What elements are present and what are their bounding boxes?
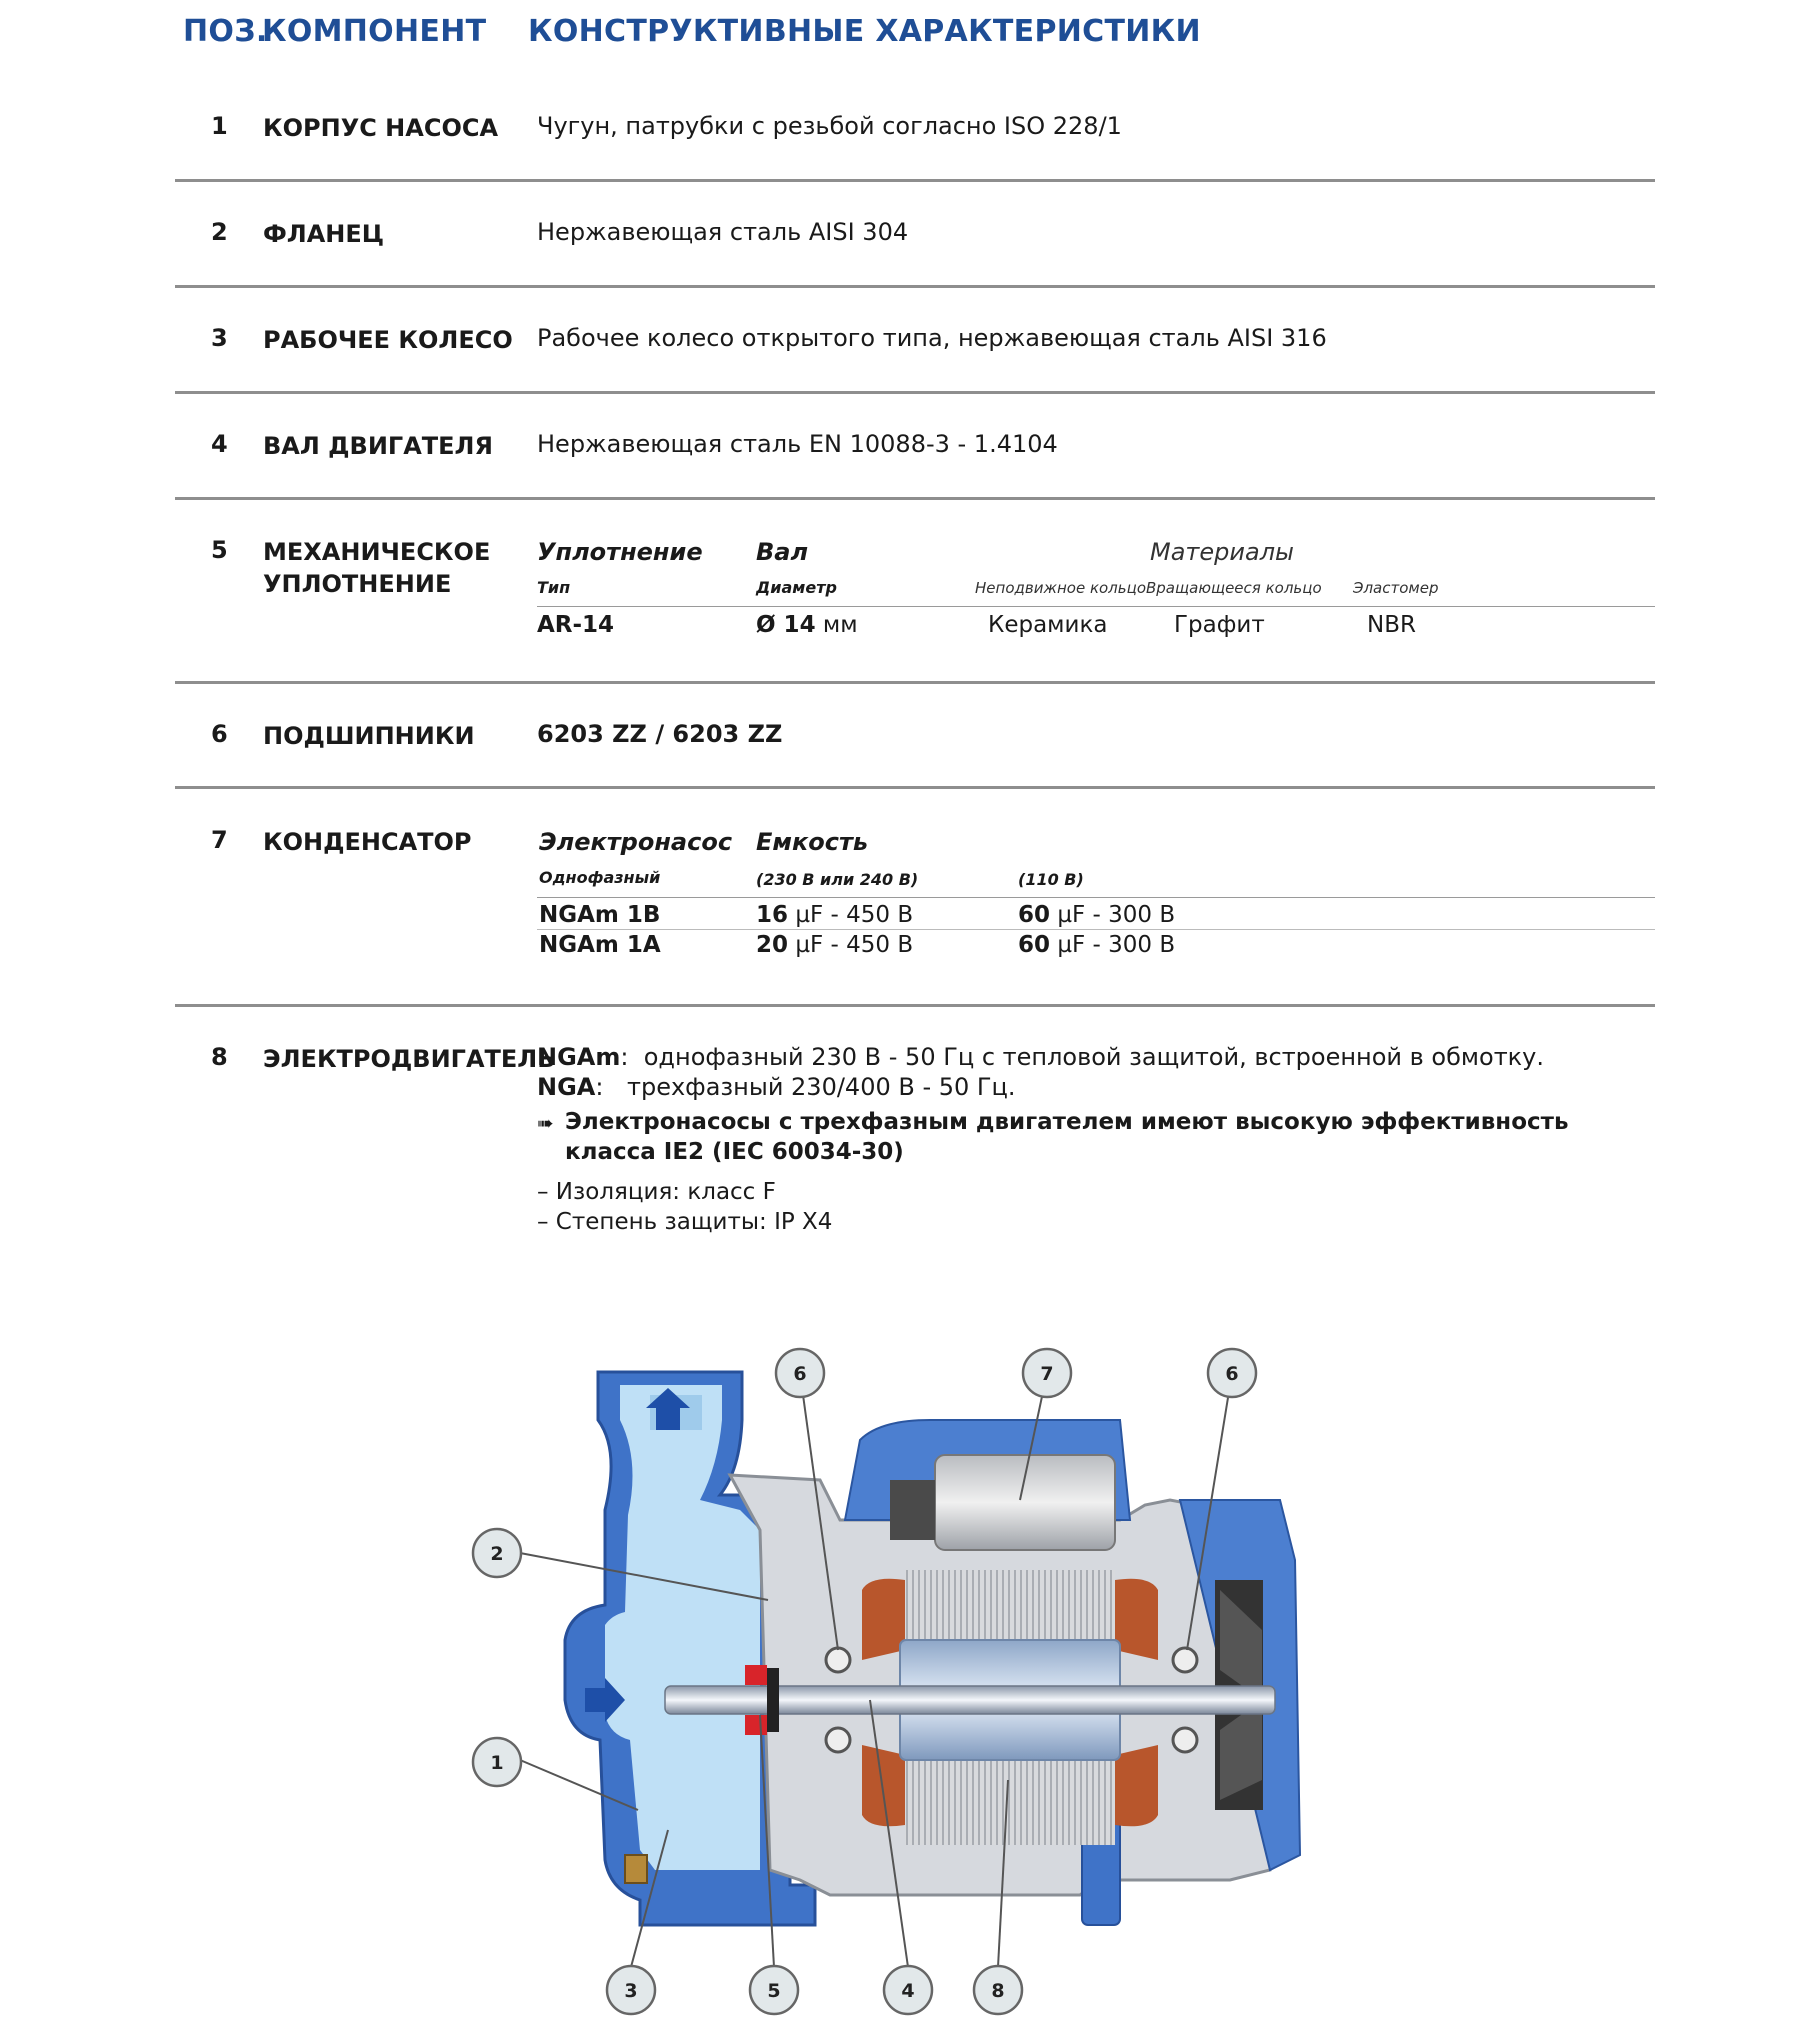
capacitor-model-1: NGAm 1B <box>539 902 661 928</box>
capacitor-value-2b <box>1018 932 1175 958</box>
capacitor-value-num: 60 <box>1018 932 1051 958</box>
capacitor-model-2: NGAm 1A <box>539 932 661 958</box>
type-subheader: Тип <box>537 578 571 597</box>
materials-header: Материалы <box>1150 538 1294 566</box>
capacitor-value-num: 16 <box>756 902 789 928</box>
row-component: ФЛАНЕЦ <box>263 220 385 248</box>
header-characteristics: КОНСТРУКТИВНЫЕ ХАРАКТЕРИСТИКИ <box>528 14 1201 49</box>
callout-1-label: 1 <box>490 1752 504 1774</box>
callout-7 <box>1023 1349 1071 1397</box>
callout-5 <box>750 1966 798 2014</box>
motor-line-nga: NGA: трехфазный 230/400 В - 50 Гц. <box>537 1073 1016 1101</box>
elastomer-material: NBR <box>1367 612 1416 638</box>
capacitor-value-rest: µF - 300 В <box>1057 902 1176 928</box>
divider <box>175 391 1655 394</box>
phase-subheader: Однофазный <box>539 868 661 887</box>
fixed-ring-material: Керамика <box>988 612 1108 638</box>
seal-header: Уплотнение <box>537 538 703 566</box>
row-number: 2 <box>211 218 228 246</box>
capacitor-value-rest: µF - 300 В <box>1057 932 1176 958</box>
row-number: 7 <box>211 826 228 854</box>
row-component: ЭЛЕКТРОДВИГАТЕЛЬ <box>263 1045 556 1073</box>
voltage-230-subheader: (230 В или 240 В) <box>756 870 919 889</box>
capacitor-value-1b <box>1018 902 1175 928</box>
divider <box>175 1004 1655 1007</box>
callout-1 <box>473 1738 521 1786</box>
fixed-ring-subheader: Неподвижное кольцо <box>975 579 1146 597</box>
callout-8-label: 8 <box>991 1980 1005 2002</box>
row-description: Рабочее колесо открытого типа, нержавеющая сталь AISI 316 <box>537 324 1327 352</box>
callout-8 <box>974 1966 1022 2014</box>
capacitor-value-num: 60 <box>1018 902 1051 928</box>
row-number: 1 <box>211 112 228 140</box>
capacitor-value-rest: µF - 450 В <box>795 902 914 928</box>
callout-6-right <box>1208 1349 1256 1397</box>
efficiency-note-line2: класса IE2 (IEC 60034-30) <box>565 1139 904 1165</box>
divider <box>175 681 1655 684</box>
seal-underline <box>537 606 1655 607</box>
shaft-header: Вал <box>756 538 809 566</box>
row-description: Нержавеющая сталь AISI 304 <box>537 218 909 246</box>
rotating-ring-material: Графит <box>1174 612 1265 638</box>
capacitor-value-1a <box>756 902 913 928</box>
seal-type: AR-14 <box>537 612 615 638</box>
row-component: ВАЛ ДВИГАТЕЛЯ <box>263 432 493 460</box>
voltage-110-subheader: (110 В) <box>1018 870 1084 889</box>
capacitor-row-separator <box>537 929 1655 930</box>
callout-7-label: 7 <box>1040 1363 1054 1385</box>
diameter-subheader: Диаметр <box>756 578 837 597</box>
motor-key-ngam: NGAm <box>537 1043 621 1071</box>
callout-2 <box>473 1529 521 1577</box>
seal-diameter-unit: мм <box>822 612 858 638</box>
divider <box>175 497 1655 500</box>
rotating-ring-subheader: Вращающееся кольцо <box>1146 579 1322 597</box>
capacitor-value-2a <box>756 932 913 958</box>
divider <box>175 285 1655 288</box>
capacity-header: Емкость <box>756 828 869 856</box>
header-pos: ПОЗ. <box>183 14 268 49</box>
callout-6-left-label: 6 <box>793 1363 807 1385</box>
motor-text-ngam: однофазный 230 В - 50 Гц с тепловой защитой, встроенной в обмотку. <box>643 1043 1544 1071</box>
row-number: 3 <box>211 324 228 352</box>
stator-bottom <box>905 1755 1115 1845</box>
row-description: 6203 ZZ / 6203 ZZ <box>537 720 783 748</box>
header-component: КОМПОНЕНТ <box>262 14 487 49</box>
callout-5-label: 5 <box>767 1980 781 2002</box>
row-description: Нержавеющая сталь EN 10088-3 - 1.4104 <box>537 430 1058 458</box>
row-number: 6 <box>211 720 228 748</box>
callout-4 <box>884 1966 932 2014</box>
stator-top <box>905 1570 1115 1650</box>
efficiency-note-line1: Электронасосы с трехфазным двигателем имеют высокую эффективность <box>565 1109 1569 1135</box>
row-number: 5 <box>211 536 228 564</box>
motor-line-ngam: NGAm: однофазный 230 В - 50 Гц с тепловой защитой, встроенной в обмотку. <box>537 1043 1544 1071</box>
row-component: КОНДЕНСАТОР <box>263 828 472 856</box>
drain-plug <box>625 1855 647 1883</box>
row-component-line2: УПЛОТНЕНИЕ <box>263 570 452 598</box>
row-description: Чугун, патрубки с резьбой согласно ISO 228/1 <box>537 112 1122 140</box>
row-number: 4 <box>211 430 228 458</box>
callout-6-left <box>776 1349 824 1397</box>
arrow-icon: ➠ <box>537 1111 554 1135</box>
row-component: КОРПУС НАСОСА <box>263 114 499 142</box>
seal-diameter <box>756 612 858 638</box>
callout-4-label: 4 <box>901 1980 915 2002</box>
divider <box>175 179 1655 182</box>
pump-header: Электронасос <box>539 828 733 856</box>
elastomer-subheader: Эластомер <box>1353 579 1439 597</box>
protection-degree: – Степень защиты: IP X4 <box>537 1209 833 1235</box>
motor-key-nga: NGA <box>537 1073 596 1101</box>
seal-diameter-value: Ø 14 <box>756 612 816 638</box>
motor-shaft <box>665 1686 1275 1714</box>
insulation-class: – Изоляция: класс F <box>537 1179 776 1205</box>
capacitor-underline <box>537 897 1655 898</box>
divider <box>175 786 1655 789</box>
callout-6-right-label: 6 <box>1225 1363 1239 1385</box>
capacitor-value-num: 20 <box>756 932 789 958</box>
row-component <box>263 536 490 600</box>
capacitor-value-rest: µF - 450 В <box>795 932 914 958</box>
row-component: ПОДШИПНИКИ <box>263 722 475 750</box>
callout-3 <box>607 1966 655 2014</box>
callout-3-label: 3 <box>624 1980 638 2002</box>
row-component: РАБОЧЕЕ КОЛЕСО <box>263 326 513 354</box>
callout-2-label: 2 <box>490 1543 504 1565</box>
row-number: 8 <box>211 1043 228 1071</box>
row-component-line1: МЕХАНИЧЕСКОЕ <box>263 538 491 566</box>
motor-text-nga: трехфазный 230/400 В - 50 Гц. <box>627 1073 1016 1101</box>
pump-cross-section-diagram <box>0 1330 1812 2040</box>
